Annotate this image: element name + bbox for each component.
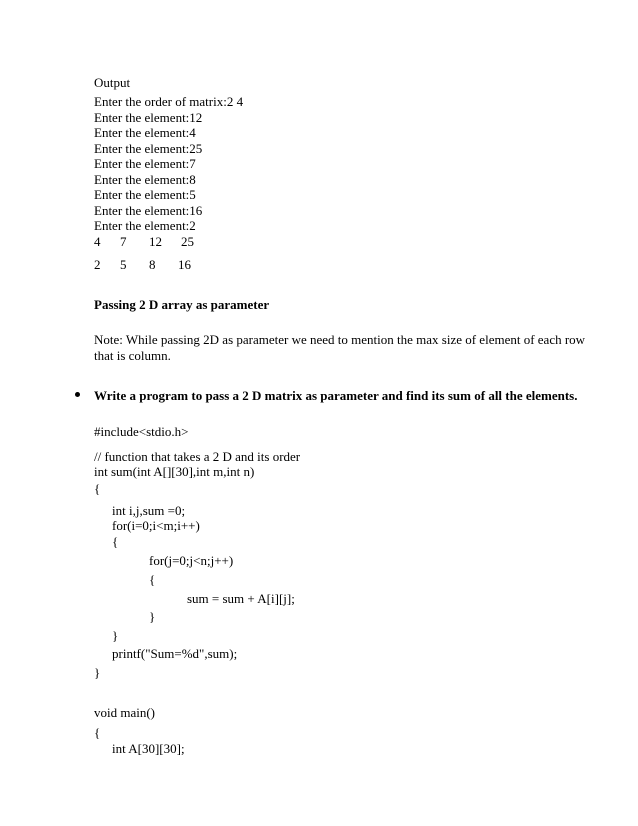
matrix-cell: 8	[149, 257, 156, 272]
output-line: Enter the element:2	[94, 218, 196, 233]
code-line: int i,j,sum =0;	[112, 503, 186, 518]
code-line: {	[94, 725, 101, 740]
code-line: {	[112, 534, 119, 549]
matrix-cell: 25	[181, 234, 194, 249]
code-line: for(i=0;i<m;i++)	[112, 518, 200, 533]
output-heading: Output	[94, 75, 131, 90]
section-heading: Passing 2 D array as parameter	[94, 297, 270, 312]
code-line: {	[149, 572, 156, 587]
matrix-cell: 4	[94, 234, 101, 249]
note-line: Note: While passing 2D as parameter we need to mention the max size of element of each row	[94, 332, 586, 347]
code-line: for(j=0;j<n;j++)	[149, 553, 234, 568]
output-line: Enter the element:16	[94, 203, 203, 218]
task-text: Write a program to pass a 2 D matrix as parameter and find its sum of all the elements.	[94, 388, 578, 403]
matrix-cell: 16	[178, 257, 191, 272]
output-line: Enter the element:25	[94, 141, 203, 156]
code-line: int A[30][30];	[112, 741, 185, 756]
code-line: {	[94, 481, 101, 496]
matrix-cell: 12	[149, 234, 162, 249]
matrix-cell: 2	[94, 257, 101, 272]
output-line: Enter the element:12	[94, 110, 203, 125]
code-line: void main()	[94, 705, 156, 720]
code-line: }	[112, 628, 119, 643]
output-line: Enter the order of matrix:2 4	[94, 94, 244, 109]
code-line: sum = sum + A[i][j];	[187, 591, 295, 606]
code-line: }	[94, 665, 101, 680]
code-line: // function that takes a 2 D and its order	[94, 449, 301, 464]
bullet-icon	[75, 392, 80, 397]
code-line: int sum(int A[][30],int m,int n)	[94, 464, 255, 479]
code-line: printf("Sum=%d",sum);	[112, 646, 238, 661]
matrix-cell: 7	[120, 234, 127, 249]
code-line: #include<stdio.h>	[94, 424, 189, 439]
output-line: Enter the element:8	[94, 172, 196, 187]
code-line: }	[149, 609, 156, 624]
note-line: that is column.	[94, 348, 171, 363]
output-line: Enter the element:4	[94, 125, 196, 140]
output-line: Enter the element:7	[94, 156, 196, 171]
output-line: Enter the element:5	[94, 187, 196, 202]
matrix-cell: 5	[120, 257, 127, 272]
